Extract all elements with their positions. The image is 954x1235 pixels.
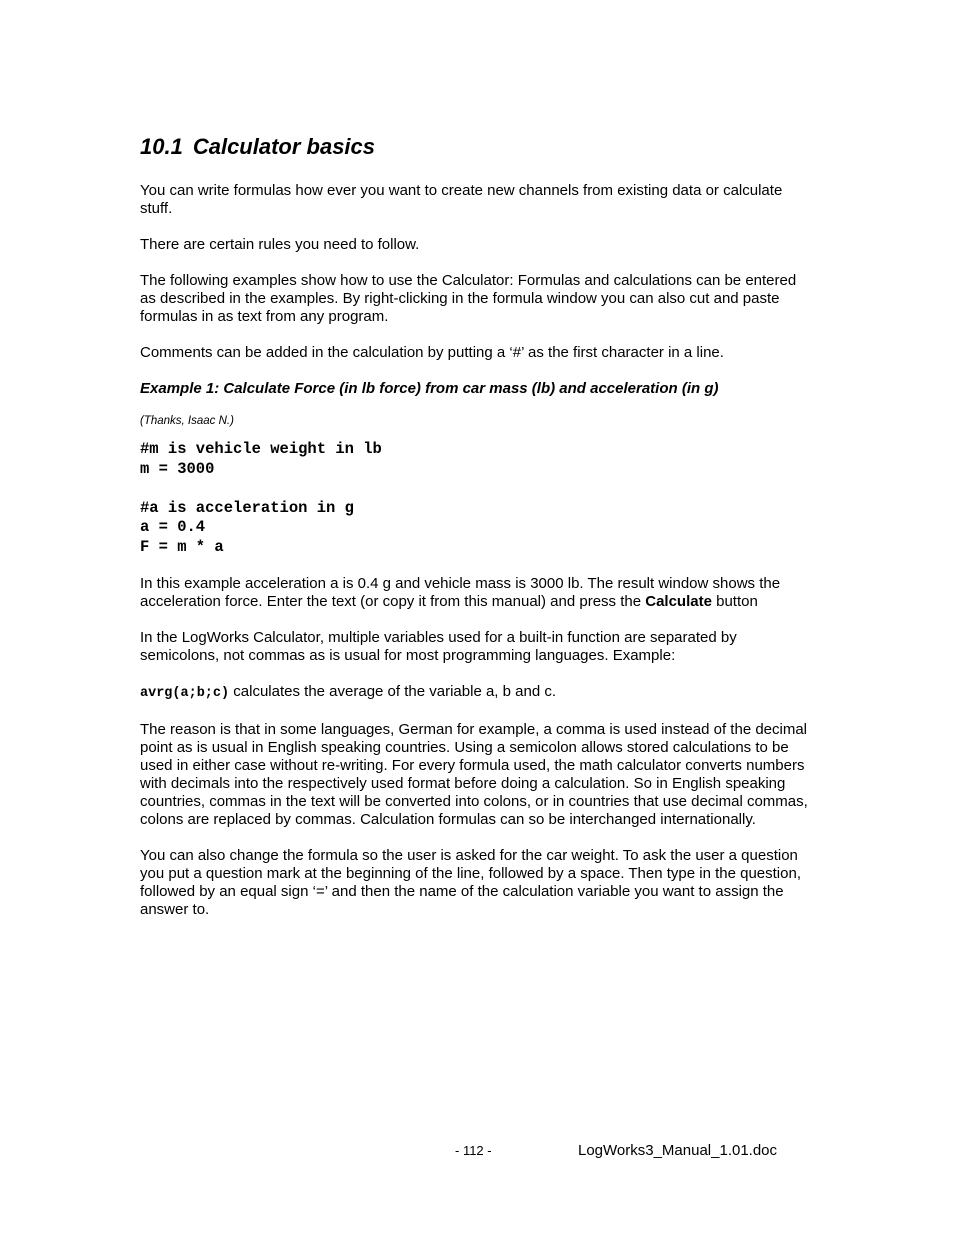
code-line: a = 0.4: [140, 518, 206, 536]
example-1-title: Example 1: Calculate Force (in lb force) from car mass (lb) and acceleration (in g): [140, 380, 719, 397]
code-line: m = 3000: [140, 459, 215, 478]
result-text-before: In this example acceleration a is 0.4 g and vehicle mass is 3000 lb. The result window shows the acceleration force. Enter the text (or copy it from this manual) and press the: [140, 575, 781, 610]
avrg-code: avrg(a;b;c): [140, 686, 230, 701]
section-heading: [140, 131, 815, 163]
avrg-description: calculates the average of the variable a, b and c.: [229, 683, 556, 700]
code-line: F = m * a: [140, 537, 224, 556]
section-number: 10.1: [140, 134, 183, 159]
comments-paragraph: Comments can be added in the calculation by putting a ‘#’ as the first character in a line.: [140, 344, 724, 361]
example-1-credit: (Thanks, Isaac N.): [140, 415, 234, 427]
section-title: Calculator basics: [192, 134, 376, 159]
page-number: - 112 -: [455, 1143, 492, 1158]
calculate-button-reference: Calculate: [645, 593, 712, 610]
rules-paragraph: There are certain rules you need to follow.: [140, 236, 420, 253]
avrg-example-paragraph: [140, 683, 815, 703]
question-paragraph: You can also change the formula so the user is asked for the car weight. To ask the user a question you put a question mark at the beginning of the line, followed by a space. Then type in the question, followed by an equal sign ‘=’ and then the name of the calculation variable you want to assign the answer to.: [140, 847, 801, 918]
intro-paragraph: You can write formulas how ever you want to create new channels from existing data or calculate stuff.: [140, 182, 783, 217]
semicolon-paragraph: In the LogWorks Calculator, multiple variables used for a built-in function are separated by semicolons, not commas as is usual for most programming languages. Example:: [140, 629, 737, 664]
examples-paragraph: The following examples show how to use the Calculator: Formulas and calculations can be entered as described in the examples. By right-clicking in the formula window you can also cut and paste formulas in as text from any program.: [140, 272, 797, 325]
document-filename: LogWorks3_Manual_1.01.doc: [578, 1142, 778, 1159]
code-line: [140, 479, 815, 499]
code-line: #a is acceleration in g: [140, 498, 354, 517]
page-content: [140, 131, 815, 937]
reason-paragraph: The reason is that in some languages, German for example, a comma is used instead of the decimal point as is usual in English speaking countries. Using a semicolon allows stored calculations to be used in either case without re-writing. For every formula used, the math calculator converts numbers with decimals into the respectively used format before doing a calculation. So in English speaking countries, commas in the text will be converted into colons, or in countries that use decimal commas, colons are replaced by commas. Calculation formulas can so be interchanged internationally.: [140, 721, 808, 828]
example-1-code-block: [140, 440, 815, 557]
result-text-after: button: [711, 593, 758, 610]
result-paragraph: [140, 575, 815, 611]
code-line: #m is vehicle weight in lb: [140, 440, 382, 458]
